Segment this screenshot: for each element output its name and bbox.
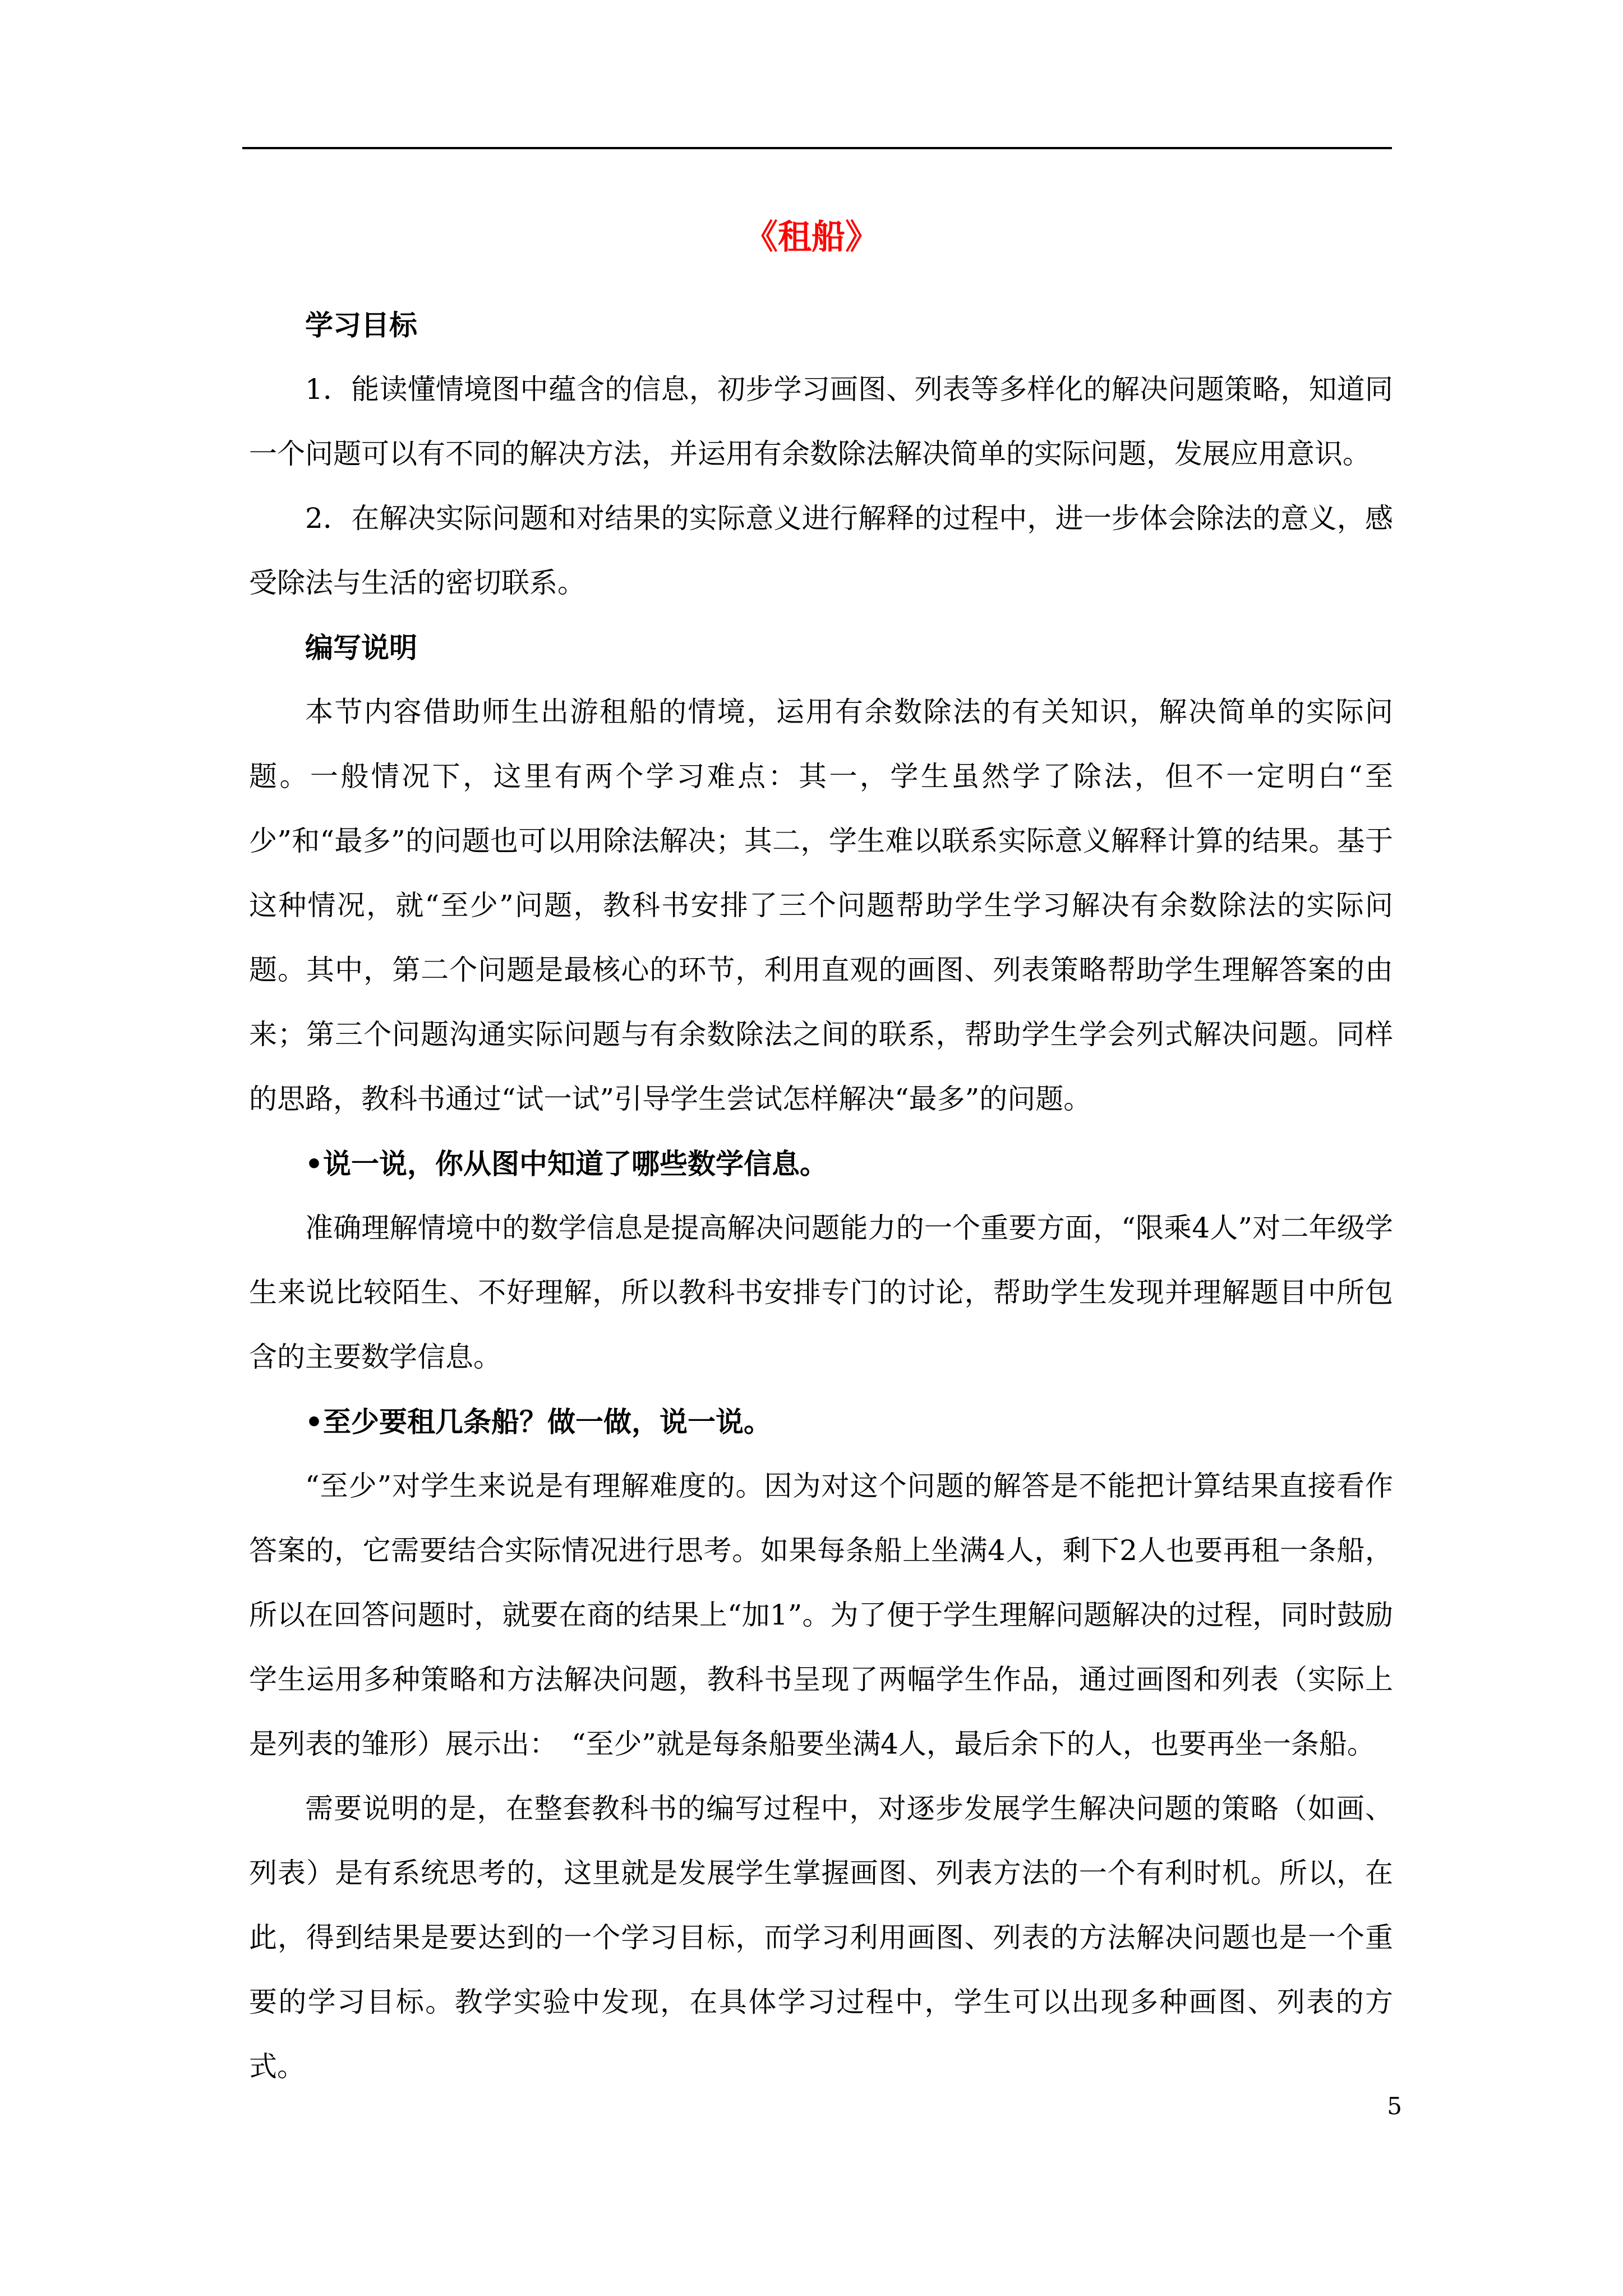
page-number: 5	[1387, 2092, 1402, 2120]
bullet-heading-1: •说一说，你从图中知道了哪些数学信息。	[305, 1147, 828, 1180]
bullet-paragraph-1: 准确理解情境中的数学信息是提高解决问题能力的一个重要方面，“限乘4人”对二年级学生来说比较陌生、不好理解，所以教科书安排专门的讨论，帮助学生发现并理解题目中所包含的主要数学信息。	[249, 1212, 1393, 1373]
objective-1: 1．能读懂情境图中蕴含的信息，初步学习画图、列表等多样化的解决问题策略，知道同一个问题可以有不同的解决方法，并运用有余数除法解决简单的实际问题，发展应用意识。	[249, 373, 1393, 470]
objectives-heading: 学习目标	[305, 309, 417, 342]
bullet-paragraph-2: “至少”对学生来说是有理解难度的。因为对这个问题的解答是不能把计算结果直接看作答案的，它需要结合实际情况进行思考。如果每条船上坐满4人，剩下2人也要再租一条船，所以在回答问题时，就要在商的结果上“加1”。为了便于学生理解问题解决的过程，同时鼓励学生运用多种策略和方法解决问题，教科书呈现了两幅学生作品，通过画图和列表（实际上是列表的雏形）展示出： “至少”就是每条船要坐满4人，最后余下的人，也要再坐一条船。	[249, 1470, 1393, 1760]
notes-paragraph: 本节内容借助师生出游租船的情境，运用有余数除法的有关知识，解决简单的实际问题。一般情况下，这里有两个学习难点：其一，学生虽然学了除法，但不一定明白“至少”和“最多”的问题也可以用除法解决；其二，学生难以联系实际意义解释计算的结果。基于这种情况，就“至少”问题，教科书安排了三个问题帮助学生学习解决有余数除法的实际问题。其中，第二个问题是最核心的环节，利用直观的画图、列表策略帮助学生理解答案的由来；第三个问题沟通实际问题与有余数除法之间的联系，帮助学生学会列式解决问题。同样的思路，教科书通过“试一试”引导学生尝试怎样解决“最多”的问题。	[249, 696, 1393, 1115]
closing-paragraph: 需要说明的是，在整套教科书的编写过程中，对逐步发展学生解决问题的策略（如画、列表）是有系统思考的，这里就是发展学生掌握画图、列表方法的一个有利时机。所以，在此，得到结果是要达到的一个学习目标，而学习利用画图、列表的方法解决问题也是一个重要的学习目标。教学实验中发现，在具体学习过程中，学生可以出现多种画图、列表的方式。	[249, 1792, 1393, 2083]
document-body	[249, 293, 1393, 2099]
notes-heading: 编写说明	[305, 631, 417, 664]
page-title: 《租船》	[744, 218, 879, 257]
bullet-heading-2: •至少要租几条船？做一做，说一说。	[305, 1405, 772, 1438]
objective-2: 2．在解决实际问题和对结果的实际意义进行解释的过程中，进一步体会除法的意义，感受除法与生活的密切联系。	[249, 502, 1393, 599]
header-rule	[242, 147, 1392, 149]
